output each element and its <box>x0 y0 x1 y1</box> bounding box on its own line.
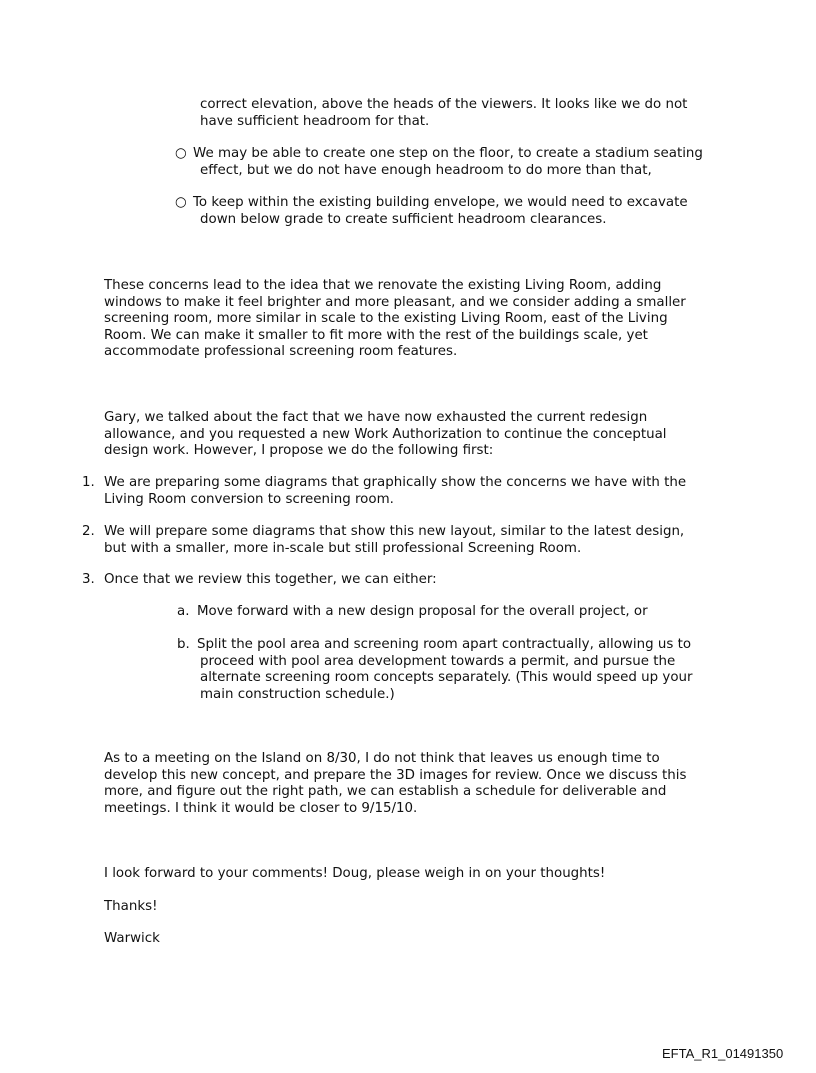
text-line: To keep within the existing building envelope, we would need to excavate <box>193 195 688 210</box>
text-line: develop this new concept, and prepare the 3D images for review. Once we discuss this <box>104 767 687 783</box>
text-line: We are preparing some diagrams that graphically show the concerns we have with the <box>104 475 687 490</box>
text-line: main construction schedule.) <box>200 686 395 702</box>
meeting-paragraph <box>104 751 686 817</box>
lettered-item <box>197 637 693 703</box>
text-line: windows to make it feel brighter and more pleasant, and we consider adding a smaller <box>104 294 686 310</box>
bullet-circle-icon: ○ <box>175 146 187 161</box>
text-line: Room. We can make it smaller to fit more with the rest of the buildings scale, yet <box>104 327 648 343</box>
text-line: screening room, more similar in scale to the existing Living Room, east of the Living <box>104 311 668 326</box>
numbered-item <box>104 572 437 589</box>
gary-paragraph <box>104 410 667 460</box>
text-line: Once that we review this together, we can either: <box>104 572 437 587</box>
list-number: 3. <box>82 572 95 587</box>
text-line: effect, but we do not have enough headroom to do more than that, <box>200 162 652 178</box>
paragraph-continuation <box>200 97 687 130</box>
text-line: As to a meeting on the Island on 8/30, I do not think that leaves us enough time to <box>104 751 660 766</box>
text-line: We may be able to create one step on the floor, to create a stadium seating <box>193 146 703 161</box>
text-line: These concerns lead to the idea that we renovate the existing Living Room, adding <box>104 278 662 293</box>
list-number: 2. <box>82 524 95 539</box>
lettered-item <box>197 604 648 621</box>
text-line: accommodate professional screening room features. <box>104 344 458 359</box>
numbered-item <box>104 475 686 508</box>
list-number: 1. <box>82 475 95 490</box>
concerns-paragraph <box>104 278 686 361</box>
bullet-circle-icon: ○ <box>175 195 187 210</box>
numbered-item <box>104 524 684 557</box>
signature: Warwick <box>104 931 160 946</box>
text-line: Move forward with a new design proposal for the overall project, or <box>197 604 648 619</box>
text-line: Split the pool area and screening room apart contractually, allowing us to <box>197 637 692 652</box>
text-line: alternate screening room concepts separately. (This would speed up your <box>200 670 693 685</box>
text-line: We will prepare some diagrams that show this new layout, similar to the latest design, <box>104 524 685 539</box>
text-line: Living Room conversion to screening room. <box>104 491 394 507</box>
text-line: but with a smaller, more in-scale but still professional Screening Room. <box>104 540 582 556</box>
text-line: design work. However, I propose we do the following first: <box>104 443 494 458</box>
closing-comments: I look forward to your comments! Doug, please weigh in on your thoughts! <box>104 866 606 881</box>
text-line: allowance, and you requested a new Work Authorization to continue the conceptual <box>104 426 667 442</box>
text-line: have sufficient headroom for that. <box>200 113 430 129</box>
list-letter: a. <box>177 604 190 619</box>
sub-bullet-item <box>193 146 703 179</box>
text-line: correct elevation, above the heads of the viewers. It looks like we do not <box>200 97 688 112</box>
text-line: meetings. I think it would be closer to 9/15/10. <box>104 800 418 816</box>
document-id: EFTA_R1_01491350 <box>662 1046 784 1061</box>
text-line: proceed with pool area development towards a permit, and pursue the <box>200 653 676 669</box>
list-letter: b. <box>177 637 190 652</box>
text-line: Gary, we talked about the fact that we have now exhausted the current redesign <box>104 410 648 425</box>
closing-thanks: Thanks! <box>104 899 158 914</box>
sub-bullet-item <box>193 195 688 228</box>
text-line: down below grade to create sufficient headroom clearances. <box>200 211 607 227</box>
text-line: more, and figure out the right path, we can establish a schedule for deliverable and <box>104 784 667 799</box>
